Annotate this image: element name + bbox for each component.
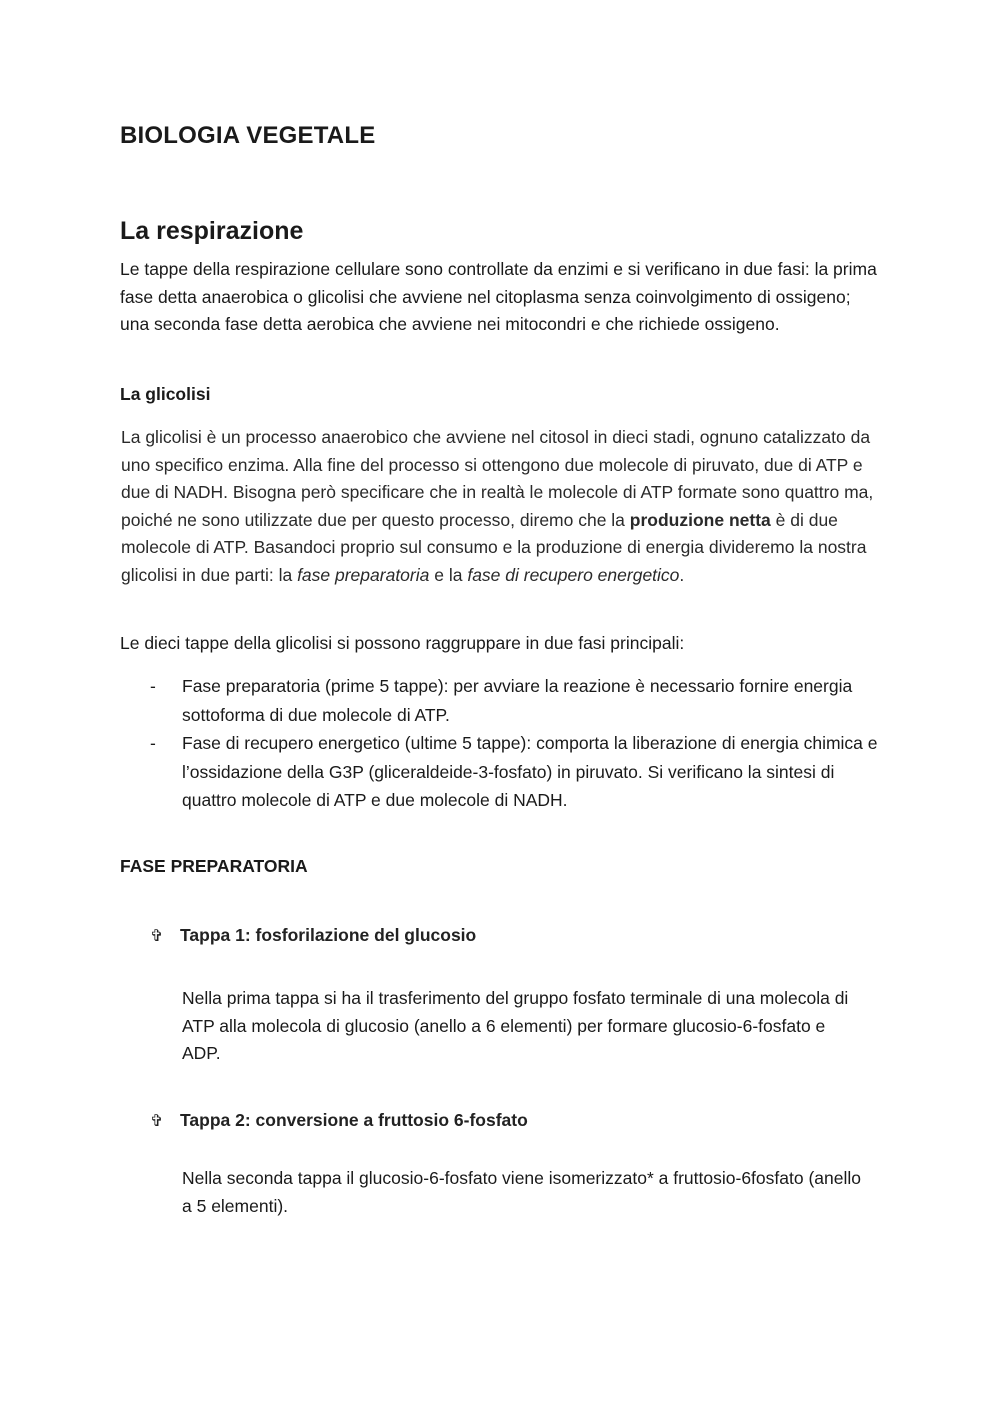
cross-icon: ✞: [150, 1111, 164, 1130]
tappa-1-text: Nella prima tappa si ha il trasferimento del gruppo fosfato terminale di una molecola di ATP alla molecola di glucosio (anello a 6 elementi) per formare glucosio-6-fosfato e ADP.: [182, 988, 849, 1064]
glicolisi-paragraph: [121, 424, 881, 590]
fase-preparatoria-title: FASE PREPARATORIA: [120, 856, 308, 876]
produzione-netta-term: produzione netta: [629, 509, 771, 530]
document-title: BIOLOGIA VEGETALE: [120, 122, 376, 149]
list-item: [150, 729, 880, 815]
tappa-2-heading: [150, 1110, 528, 1131]
glicolisi-text-3: e la: [429, 564, 468, 585]
tappa-1-title: Tappa 1: fosforilazione del glucosio: [180, 925, 477, 945]
dash-marker: -: [150, 733, 156, 753]
fase-recupero-term: fase di recupero energetico: [467, 564, 680, 585]
intro-paragraph: Le tappe della respirazione cellulare sono controllate da enzimi e si verificano in due fasi: la prima fase detta anaerobica o glicolisi che avviene nel citoplasma senza coinvolgimento di ossigeno; una seconda fase detta aerobica che avviene nei mitocondri e che richiede ossigeno.: [120, 259, 877, 335]
tappa-2-title: Tappa 2: conversione a fruttosio 6-fosfato: [180, 1110, 528, 1130]
cross-icon: ✞: [150, 926, 164, 945]
glicolisi-text-4: .: [679, 564, 685, 585]
list-item-text: Fase di recupero energetico (ultime 5 tappe): comporta la liberazione di energia chimica e l’ossidazione della G3P (gliceraldeide-3-fosfato) in piruvato. Si verificano la sintesi di quattro molecole di ATP e due molecole di NADH.: [182, 733, 878, 810]
tappa-2-text: Nella seconda tappa il glucosio-6-fosfato viene isomerizzato* a fruttosio-6fosfato (anello a 5 elementi).: [182, 1168, 861, 1216]
glicolisi-text-2: è di due molecole di ATP. Basandoci proprio sul consumo e la produzione di energia divideremo la nostra glicolisi in due parti: la: [121, 509, 867, 585]
glicolisi-heading: La glicolisi: [120, 384, 211, 404]
section-title: La respirazione: [120, 217, 304, 245]
dash-marker: -: [150, 676, 156, 696]
fase-preparatoria-term: fase preparatoria: [297, 564, 430, 585]
list-item-text: Fase preparatoria (prime 5 tappe): per avviare la reazione è necessario fornire energia sottoforma di due molecole di ATP.: [182, 676, 853, 725]
glicolisi-text-1: La glicolisi è un processo anaerobico che avviene nel citosol in dieci stadi, ognuno catalizzato da uno specifico enzima. Alla fine del processo si ottengono due molecole di piruvato, due di ATP e due di NADH. Bisogna però specificare che in realtà le molecole di ATP formate sono quattro ma, poiché ne sono utilizzate due per questo processo, diremo che la: [121, 427, 874, 530]
tappe-intro: Le dieci tappe della glicolisi si possono raggruppare in due fasi principali:: [120, 633, 685, 653]
tappa-1-heading: [150, 925, 476, 946]
list-item: [150, 672, 880, 729]
phases-list: [150, 672, 880, 815]
